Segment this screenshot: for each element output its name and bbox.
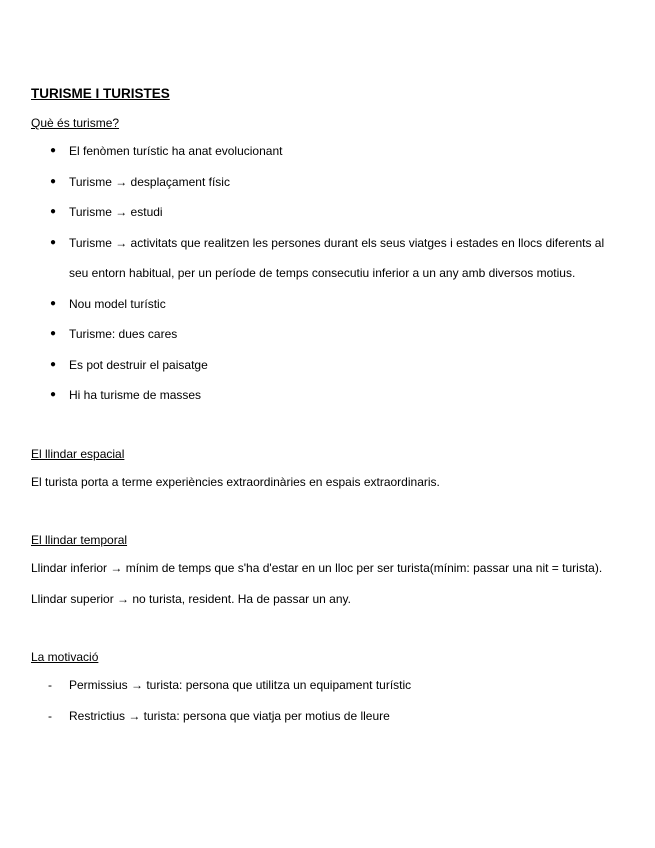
dash-icon: - (48, 678, 52, 692)
tourism-bullet-list (31, 136, 631, 411)
list-item: ● Es pot destruir el paisatge (31, 350, 609, 381)
document-title: TURISME I TURISTES (31, 86, 170, 101)
section-heading-temporal-threshold: El llindar temporal (31, 533, 128, 547)
spacer (31, 497, 631, 527)
bullet-icon: ● (50, 175, 57, 187)
list-item: - Permissius → turista: persona que utilitza un equipament turístic (31, 670, 609, 701)
list-item: - Restrictius → turista: persona que viatja per motius de lleure (31, 701, 609, 732)
list-item: ● Turisme → desplaçament físic (31, 167, 609, 198)
bullet-icon: ● (50, 358, 57, 370)
temporal-lower-threshold-text: Llindar inferior → mínim de temps que s'ha d'estar en un lloc per ser turista(mínim: passar una nit = turista). (31, 561, 603, 575)
list-item: ● Turisme: dues cares (31, 319, 609, 350)
bullet-icon: ● (50, 297, 57, 309)
list-item: ● Turisme → estudi (31, 197, 609, 228)
bullet-icon: ● (50, 389, 57, 400)
spacer (31, 614, 631, 644)
list-item: ● Hi ha turisme de masses (31, 380, 609, 411)
motivation-dash-list (31, 670, 631, 731)
document-page (31, 84, 631, 731)
spacer (31, 411, 631, 441)
bullet-icon: ● (50, 206, 57, 217)
list-item: ● El fenòmen turístic ha anat evolucionant (31, 136, 609, 167)
dash-icon: - (48, 708, 52, 723)
list-item: ● Nou model turístic (31, 289, 609, 320)
section-heading-spatial-threshold: El llindar espacial (31, 446, 125, 461)
list-item: ● Turisme → activitats que realitzen les persones durant els seus viatges i estades en llocs diferents al seu entorn habitual, per un període de temps consecutiu inferior a un any amb diversos motius. (31, 228, 609, 289)
spatial-threshold-text: El turista porta a terme experiències extraordinàries en espais extraordinaris. (31, 474, 440, 489)
section-heading-what-is-tourism: Què és turisme? (31, 116, 120, 130)
temporal-upper-threshold-text: Llindar superior → no turista, resident. Ha de passar un any. (31, 591, 351, 606)
bullet-icon: ● (50, 145, 57, 156)
section-heading-motivation: La motivació (31, 650, 99, 664)
bullet-icon: ● (50, 236, 57, 248)
bullet-icon: ● (50, 328, 57, 339)
